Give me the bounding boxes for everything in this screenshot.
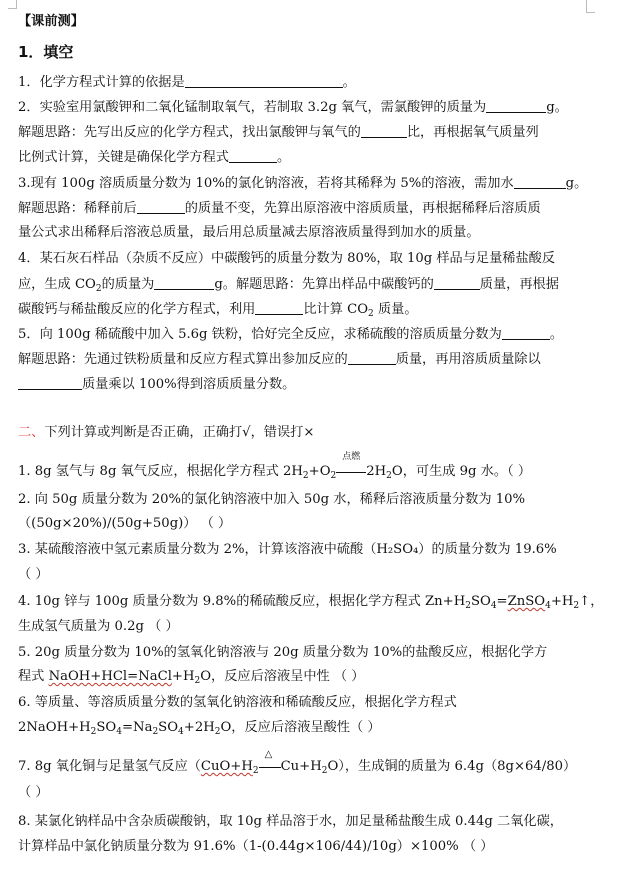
answer-blank[interactable] (185, 73, 343, 88)
question-3-hint-2: 量公式求出稀释后溶液总质量，最后用总质量减去原溶液质量得到加水的质量。 (18, 225, 480, 240)
judge-8-line-2: 计算样品中氯化钠质量分数为 91.6%（1-(0.44g×106/44)/10g）×100% （ ） (18, 839, 494, 854)
judge-2-line-1: 2. 向 50g 质量分数为 20%的氯化钠溶液中加入 50g 水，稀释后溶液质量分数为 10% (18, 492, 526, 507)
judge-4-line-1: 4. 10g 锌与 100g 质量分数为 9.8%的稀硫酸反应，根据化学方程式 $Zn+H_2SO_4=ZnSO_4+H_2↑$， (18, 594, 604, 611)
judge-2-line-2: （(50g×20%)/(50g+50g)） （ ） (18, 516, 232, 531)
judge-8-line-1: 8. 某氯化钠样品中含杂质碳酸钠，取 10g 样品溶于水，加足量稀盐酸生成 0.44g 二氧化碳， (18, 814, 563, 829)
page-corner-mark-left (8, 0, 17, 9)
question-3-hint-1: 解题思路：稀释前后 的质量不变，先算出原溶液中溶质质量，再根据稀释后溶质质 (18, 201, 541, 216)
page-corner-mark-right (586, 0, 595, 13)
judge-3-line-1: 3. 某硫酸溶液中氢元素质量分数为 2%，计算该溶液中硫酸（H₂SO₄）的质量分数为 19.6% (18, 542, 557, 557)
question-4-line-2: 应，生成 $CO_2$的质量为 g。解题思路：先算出样品中碳酸钙的 质量，再根据 (18, 277, 559, 294)
section2-heading (18, 424, 618, 442)
reaction-condition-arrow: △ (259, 758, 281, 776)
question-4-line-1: 4．某石灰石样品（杂质不反应）中碳酸钙的质量分数为 80%，取 10g 样品与足量稀盐酸反 (18, 251, 556, 266)
judge-5-line-1: 5. 20g 质量分数为 10%的氢氧化钠溶液与 20g 质量分数为 10%的盐酸反应，根据化学方 (18, 645, 548, 660)
answer-blank[interactable] (486, 98, 546, 113)
question-5-hint-1: 解题思路：先通过铁粉质量和反应方程式算出参加反应的 质量，再用溶质质量除以 (18, 352, 541, 367)
question-2-hint-1: 解题思路：先写出反应的化学方程式，找出氯酸钾与氧气的 比，再根据氧气质量列 (18, 125, 539, 140)
question-2: 2．实验室用氯酸钾和二氧化锰制取氧气，若制取 3.2g 氧气，需氯酸钾的质量为 g。 (18, 100, 568, 115)
answer-blank[interactable] (434, 275, 480, 290)
answer-blank[interactable] (137, 199, 185, 214)
answer-blank[interactable] (229, 148, 277, 163)
section1-title: 1．填空 (18, 43, 74, 61)
answer-blank[interactable] (514, 174, 566, 189)
question-5: 5．向 100g 稀硫酸中加入 5.6g 铁粉，恰好完全反应，求稀硫酸的溶质质量分数为 。 (18, 327, 563, 342)
answer-blank[interactable] (255, 300, 303, 315)
section2-title: 下列计算或判断是否正确，正确打√，错误打× (44, 425, 315, 440)
judge-6-line-1: 6. 等质量、等溶质质量分数的氢氧化钠溶液和稀硫酸反应，根据化学方程式 (18, 695, 457, 710)
answer-blank[interactable] (361, 123, 407, 138)
question-2-hint-2: 比例式计算，关键是确保化学方程式 。 (18, 150, 291, 165)
judge-6-line-2: $2NaOH+H_2SO_4=Na_2SO_4+2H_2O$，反应后溶液呈酸性（ ） (18, 720, 381, 737)
question-4-line-3: 碳酸钙与稀盐酸反应的化学方程式，利用 比计算 $CO_2$ 质量。 (18, 302, 418, 319)
judge-3-line-2: （ ） (18, 567, 49, 582)
section2-number: 二、 (18, 425, 45, 440)
judge-7-line-1: 7. 8g 氧化铜与足量氢气反应（$CuO+H_2$ △ $Cu+H_2O$），生成铜的质量为 6.4g（8g×64/80） (18, 749, 577, 776)
judge-1: 1. 8g 氢气与 8g 氧气反应，根据化学方程式 $2H_2+O_2$ 点燃 $2H_2O$，可生成 9g 水。（ ） (18, 452, 532, 481)
question-3: 3.现有 100g 溶质质量分数为 10%的氯化钠溶液，若将其稀释为 5%的溶液，需加水 g。 (18, 176, 588, 191)
answer-blank[interactable] (348, 350, 396, 365)
question-5-hint-2: 质量乘以 100%得到溶质质量分数。 (18, 375, 618, 394)
answer-blank[interactable] (18, 375, 82, 390)
answer-blank[interactable] (502, 325, 550, 340)
header: 【课前测】 (18, 14, 84, 29)
reaction-condition-arrow: 点燃 (336, 463, 366, 481)
judge-7-line-2: （ ） (18, 785, 49, 800)
question-1: 1．化学方程式计算的依据是 。 (18, 75, 356, 90)
judge-4-line-2: 生成氢气质量为 0.2g （ ） (18, 619, 179, 634)
judge-5-line-2: 程式 $NaOH+HCl=NaCl+H_2O$，反应后溶液呈中性 （ ） (18, 669, 365, 686)
answer-blank[interactable] (154, 275, 214, 290)
